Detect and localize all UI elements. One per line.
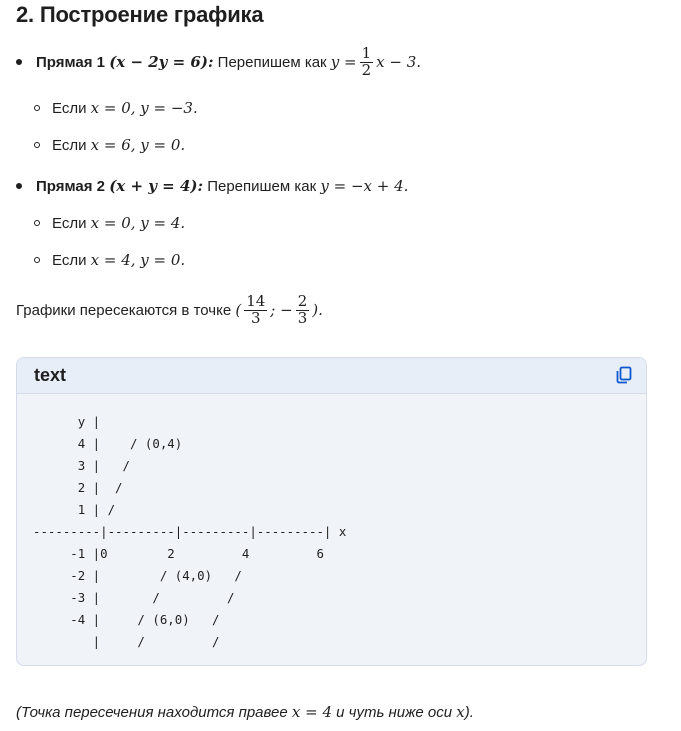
code-block: [16, 357, 647, 666]
fraction-denominator: 3: [297, 308, 308, 327]
code-block-header: [17, 358, 646, 394]
sub-bullet-icon: [34, 220, 40, 226]
line-2-equation: (x + y = 4):: [109, 177, 204, 195]
paren-close: ).: [312, 301, 323, 319]
case-math: x = 0, y = 4.: [90, 214, 186, 232]
separator: ; −: [270, 301, 293, 319]
list-item-line-1: [16, 43, 422, 79]
intersection-paragraph: [16, 288, 323, 332]
footnote: [16, 703, 474, 721]
code-language-label: text: [34, 365, 67, 385]
line-1-label: Прямая 1: [36, 53, 106, 71]
list-item-line-1-case-1: [34, 97, 198, 119]
footnote-text-2: и чуть ниже оси: [336, 704, 453, 721]
list-item-line-2-case-1: [34, 212, 185, 234]
sub-bullet-icon: [34, 105, 40, 111]
paren-open: (: [235, 301, 242, 319]
copy-icon: [614, 365, 634, 385]
line-1-eq-lhs: y =: [330, 53, 357, 71]
case-math: x = 4, y = 0.: [90, 251, 186, 269]
list-item-line-2: [16, 175, 408, 197]
footnote-math-2: x: [456, 703, 465, 721]
list-item-line-2-case-2: [34, 249, 185, 271]
intersection-x-fraction: [244, 291, 267, 327]
fraction-denominator: 2: [361, 60, 372, 79]
case-prefix: Если: [52, 99, 87, 117]
line-1-eq-rhs: x − 3.: [376, 53, 422, 71]
intersection-text: Графики пересекаются в точке: [16, 301, 232, 319]
section-heading: 2. Построение графика: [16, 2, 264, 27]
line-2-label: Прямая 2: [36, 177, 106, 195]
line-2-rewrite-text: Перепишем как: [207, 177, 317, 195]
fraction-denominator: 3: [250, 308, 261, 327]
sub-bullet-icon: [34, 257, 40, 263]
bullet-icon: [16, 59, 22, 65]
code-content: y | 4 | / (0,4) 3 | / 2 | / 1 | / ---------|---------|---------|---------| x -1 |0 2 4 6 -2 | / (4,0) / -3 | / / -4 | / (6,0) / | / /: [33, 414, 347, 649]
fraction-numerator: 14: [246, 291, 266, 310]
list-item-line-1-case-2: [34, 134, 185, 156]
line-1-fraction: [360, 43, 374, 79]
case-math: x = 0, y = −3.: [90, 99, 198, 117]
line-2-eq: y = −x + 4.: [320, 177, 409, 195]
footnote-text-1: (Точка пересечения находится правее: [16, 704, 288, 721]
copy-code-button[interactable]: [614, 365, 634, 385]
case-math: x = 6, y = 0.: [90, 136, 186, 154]
bullet-icon: [16, 183, 22, 189]
footnote-math-1: x = 4: [291, 703, 332, 721]
fraction-numerator: 1: [361, 43, 372, 62]
line-1-rewrite-text: Перепишем как: [217, 53, 327, 71]
sub-bullet-icon: [34, 142, 40, 148]
line-1-equation: (x − 2y = 6):: [109, 53, 214, 71]
case-prefix: Если: [52, 214, 87, 232]
footnote-text-3: ).: [464, 704, 474, 721]
fraction-numerator: 2: [297, 291, 308, 310]
case-prefix: Если: [52, 251, 87, 269]
case-prefix: Если: [52, 136, 87, 154]
intersection-y-fraction: [296, 291, 310, 327]
